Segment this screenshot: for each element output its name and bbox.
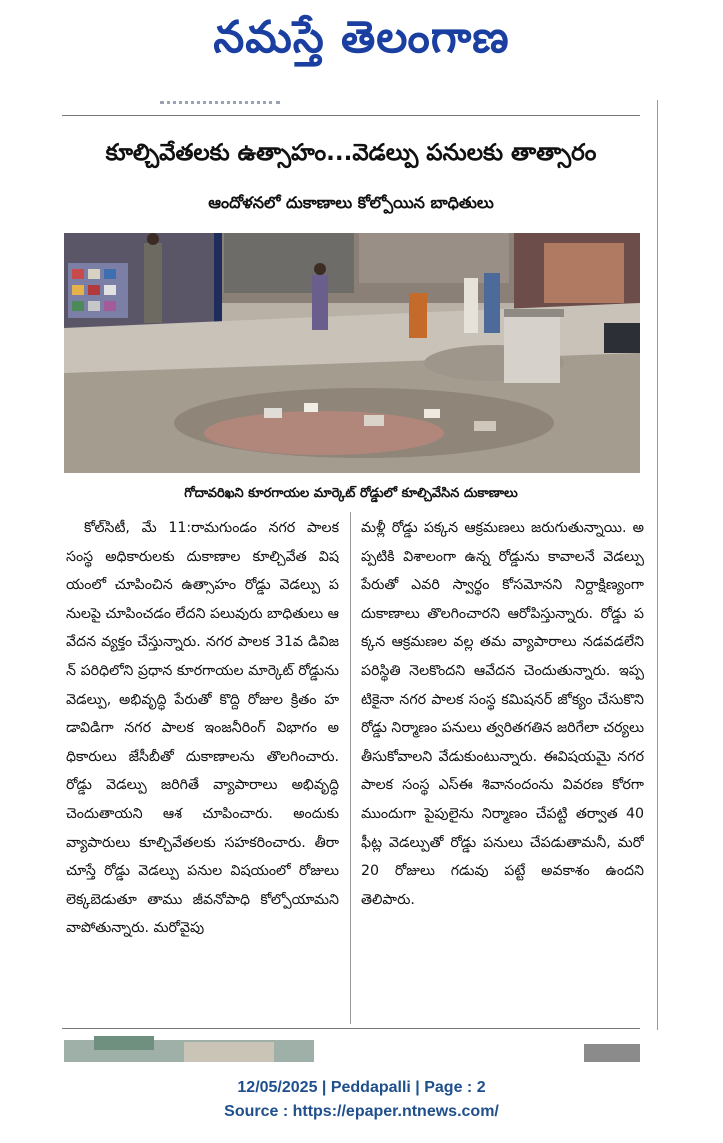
masthead-title: నమస్తే తెలంగాణ — [213, 12, 510, 63]
article-headline: కూల్చివేతలకు ఉత్సాహం...వెడల్పు పనులకు తాత్సారం — [105, 140, 597, 166]
article-photo — [64, 233, 640, 473]
footer-source-link[interactable]: Source : https://epaper.ntnews.com/ — [224, 1103, 499, 1120]
bottom-rule — [62, 1028, 640, 1029]
article-subheadline: ఆందోళనలో దుకాణాలు కోల్పోయిన బాధితులు — [208, 193, 494, 212]
article-column-1: కోల్‌సిటీ, మే 11:రామగుండం నగర పాలక సంస్థ అధికారులకు దుకాణాల కూల్చివేత విషయంలో చూపించిన ఉత్సాహం రోడ్డు వెడల్పు పనులపై చూపించడం లేదని పలువురు బాధితులు ఆవేదన వ్యక్తం చేస్తున్నారు. నగర పాలక 31వ డివిజన్ పరిధిలోని ప్రధాన కూరగాయల మార్కెట్ రోడ్డును వెడల్పు, అభివృద్ధి పేరుతో కొద్ది రోజుల క్రితం హడావిడిగా నగర పాలక ఇంజనీరింగ్ విభాగం అధికారులు జేసీబీతో దుకాణాలను తొలగించారు. రోడ్డు వెడల్పు జరిగితే వ్యాపారాలు అభివృద్ధి చెందుతాయని ఆశ చూపించారు. అందుకు వ్యాపారులు కూల్చివేతలకు సహకరించారు. తీరా చూస్తే రోడ్డు వెడల్పు పనుల విషయంలో రోజులు లెక్కబెడుతూ తాము జీవనోపాధి కోల్పోయామని వాపోతున్నారు. మరోవైపు — [66, 520, 339, 937]
photo-caption: గోదావరిఖని కూరగాయల మార్కెట్ రోడ్డులో కూల్చివేసిన దుకాణాలు — [184, 486, 518, 501]
next-article-photo-strip — [64, 1036, 640, 1062]
column-divider — [350, 512, 351, 1024]
article-column-2: మళ్లీ రోడ్డు పక్కన ఆక్రమణలు జరుగుతున్నాయి. అప్పటికి విశాలంగా ఉన్న రోడ్డును కావాలనే వెడల్పు పేరుతో ఎవరి స్వార్థం కోసమోనని నిర్దాక్షిణ్యంగా దుకాణాలు తొలగించారని ఆరోపిస్తున్నారు. రోడ్డు పక్కన ఆక్రమణల వల్ల తమ వ్యాపారాలు నడవడలేని పరిస్థితి నెలకొందని ఆవేదన చెందుతున్నారు. ఇప్పటికైనా నగర పాలక సంస్థ కమిషనర్ జోక్యం చేసుకొని రోడ్డు నిర్మాణం పనులు త్వరితగతిన జరిగేలా చర్యలు తీసుకోవాలని వేడుకుంటున్నారు. ఈవిషయమై నగర పాలక సంస్థ ఎస్ఈ శివానందంను వివరణ కోరగా ముందుగా పైపులైను నిర్మాణం చేపట్టి తర్వాత 40 ఫీట్ల వెడల్పుతో రోడ్డు పనులు చేపడుతామనీ, మరో 20 రోజులు గడువు పట్టే అవకాశం ఉందని తెలిపారు. — [361, 520, 644, 908]
top-dotted-divider — [160, 101, 280, 107]
page-edge-rule — [657, 100, 658, 1030]
footer-edition-info: 12/05/2025 | Peddapalli | Page : 2 — [237, 1079, 486, 1096]
top-rule — [62, 115, 640, 116]
